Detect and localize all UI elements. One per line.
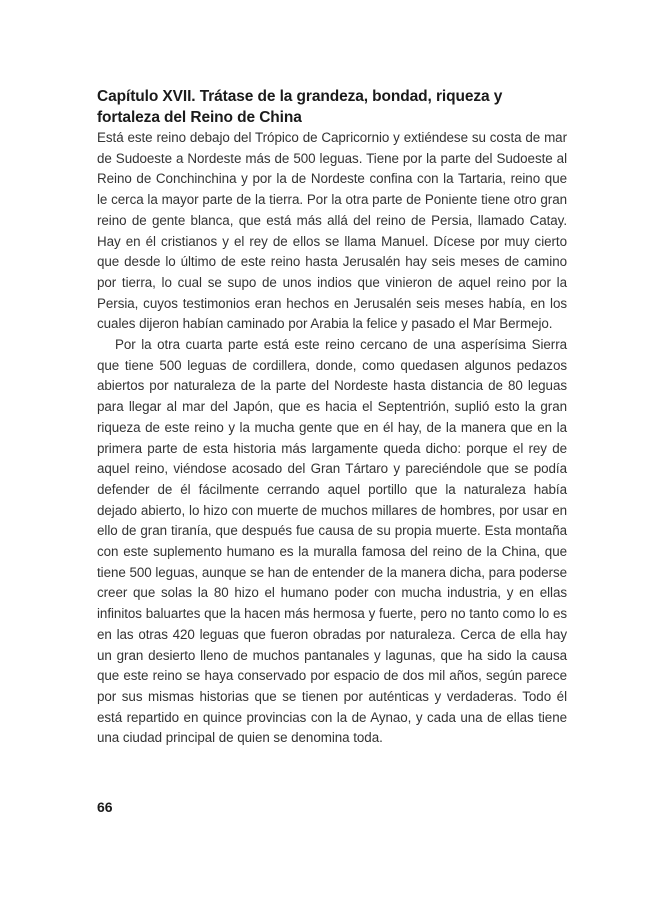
chapter-title xyxy=(97,86,567,128)
chapter-title-line-2: fortaleza del Reino de China xyxy=(97,109,302,126)
chapter-title-line-1: Capítulo XVII. Trátase de la grandeza, bondad, riqueza y xyxy=(97,88,503,105)
paragraph-1: Está este reino debajo del Trópico de Capricornio y extiéndese su costa de mar de Sudoeste a Nordeste más de 500 leguas. Tiene por la parte del Sudoeste al Reino de Conchinchina y por la de Nordeste confina con la Tartaria, reino que le cerca la mayor parte de la tierra. Por la otra parte de Poniente tiene otro gran reino de gente blanca, que está más allá del reino de Persia, llamado Catay. Hay en él cristianos y el rey de ellos se llama Manuel. Dícese por muy cierto que desde lo último de este reino hasta Jerusalén hay seis meses de camino por tierra, lo cual se supo de unos indios que vinieron de aquel reino por la Persia, cuyos testimonios eran hechos en Jerusalén seis meses había, en los cuales dijeron habían caminado por Arabia la felice y pasado el Mar Bermejo. xyxy=(97,130,567,332)
page-content xyxy=(97,86,567,749)
paragraph-2: Por la otra cuarta parte está este reino cercano de una asperísima Sierra que tiene 500 leguas de cordillera, donde, como quedasen algunos pedazos abiertos por naturaleza de la parte del Nordeste hasta distancia de 80 leguas para llegar al mar del Japón, que es hacia el Septentrión, suplió esto la gran riqueza de este reino y la mucha gente que en él hay, de la manera que en la primera parte de esta historia más largamente queda dicho: porque el rey de aquel reino, viéndose acosado del Gran Tártaro y pareciéndole que se podía defender de él fácilmente cerrando aquel portillo que la naturaleza había dejado abierto, lo hizo con muerte de muchos millares de hombres, por usar en ello de gran tiranía, que después fue causa de su propia muerte. Esta montaña con este suplemento humano es la muralla famosa del reino de la China, que tiene 500 leguas, aunque se han de entender de la manera dicha, para poderse creer que solas la 80 hizo el humano poder con mucha industria, y en ellas infinitos baluartes que la hacen más hermosa y fuerte, pero no tanto como lo es en las otras 420 leguas que fueron obradas por naturaleza. Cerca de ella hay un gran desierto lleno de muchos pantanales y lagunas, que ha sido la causa que este reino se haya conservado por espacio de dos mil años, según parece por sus mismas historias que se tienen por auténticas y verdaderas. Todo él está repartido en quince provincias con la de Aynao, y cada una de ellas tiene una ciudad principal de quien se denomina toda. xyxy=(97,337,567,746)
page-number: 66 xyxy=(97,799,113,815)
